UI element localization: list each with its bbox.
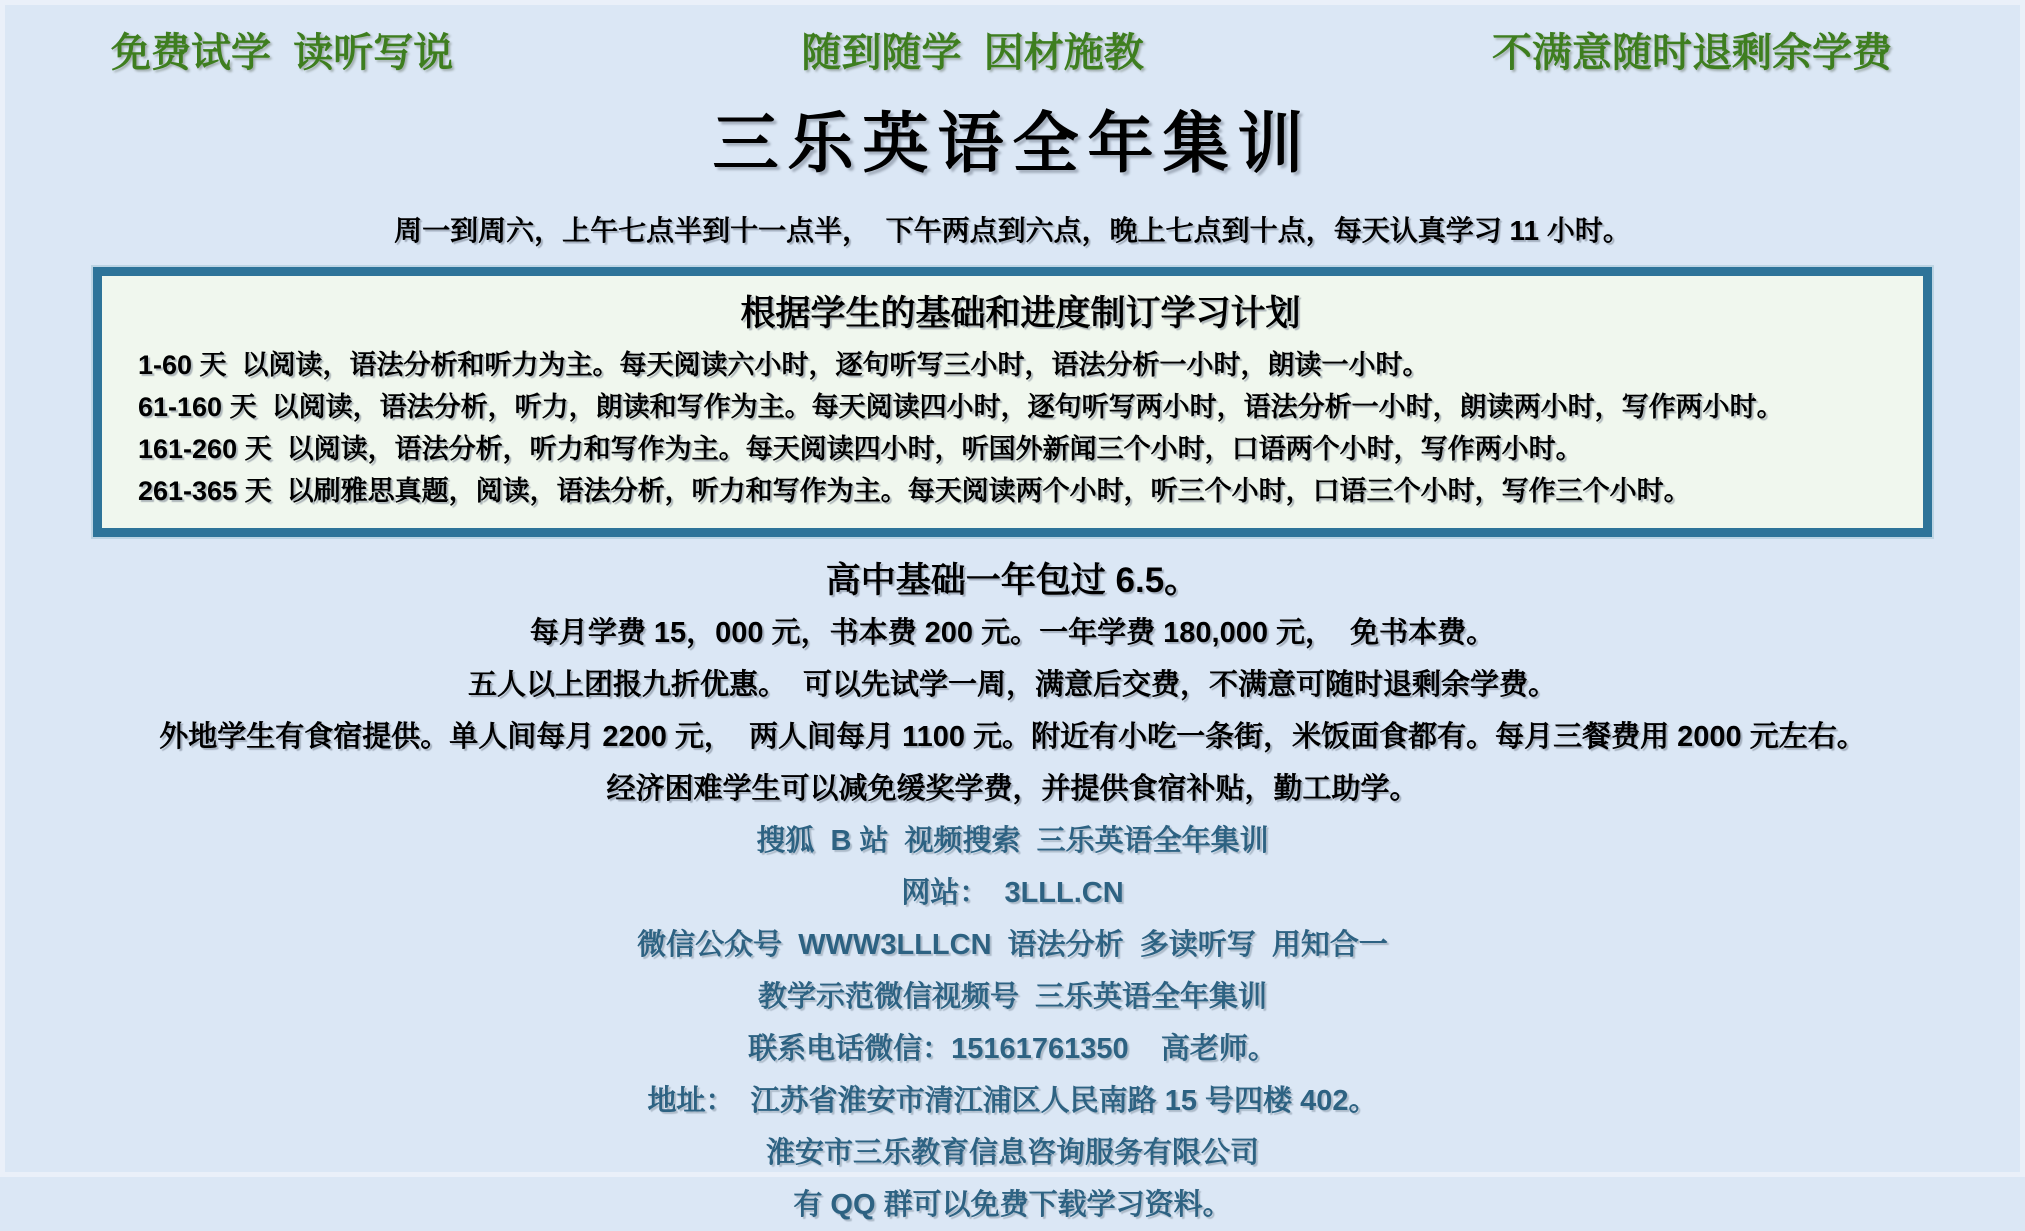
info-line-tuition: 每月学费 15，000 元，书本费 200 元。一年学费 180,000 元， 免书本费。 (529, 617, 1496, 649)
contact-line-qq-group: 有 QQ 群可以免费下载学习资料。 (793, 1189, 1232, 1221)
slogan-right: 不满意随时退剩余学费 (1492, 31, 1892, 75)
info-line-lodging: 外地学生有食宿提供。单人间每月 2200 元， 两人间每月 1100 元。附近有小吃一条街，米饭面食都有。每月三餐费用 2000 元左右。 (159, 721, 1866, 753)
study-plan-box (93, 267, 1932, 537)
plan-item-1: 1-60 天 以阅读，语法分析和听力为主。每天阅读六小时，逐句听写三小时，语法分析一小时，朗读一小时。 (138, 350, 1430, 380)
daily-schedule-line: 周一到周六，上午七点半到十一点半， 下午两点到六点，晚上七点到十点，每天认真学习 11 小时。 (394, 215, 1631, 246)
slogan-row (5, 5, 2020, 78)
info-line-discount: 五人以上团报九折优惠。 可以先试学一周，满意后交费，不满意可随时退剩余学费。 (467, 669, 1558, 701)
plan-item-4: 261-365 天 以刷雅思真题，阅读，语法分析，听力和写作为主。每天阅读两个小时，听三个小时，口语三个小时，写作三个小时。 (138, 476, 1691, 506)
contact-line-company: 淮安市三乐教育信息咨询服务有限公司 (765, 1137, 1259, 1169)
contact-line-wechat-official: 微信公众号 WWW3LLLCN 语法分析 多读听写 用知合一 (637, 929, 1388, 961)
contact-line-phone: 联系电话微信：15161761350 高老师。 (748, 1033, 1277, 1065)
contact-line-video-search: 搜狐 B 站 视频搜索 三乐英语全年集训 (756, 825, 1269, 857)
promise-line: 高中基础一年包过 6.5。 (825, 561, 1200, 600)
plan-item-3: 161-260 天 以阅读，语法分析，听力和写作为主。每天阅读四小时，听国外新闻三个小时，口语两个小时，写作两小时。 (138, 434, 1583, 464)
contact-line-address: 地址： 江苏省淮安市清江浦区人民南路 15 号四楼 402。 (647, 1085, 1378, 1117)
plan-item-2: 61-160 天 以阅读，语法分析，听力，朗读和写作为主。每天阅读四小时，逐句听写两小时，语法分析一小时，朗读两小时，写作两小时。 (138, 392, 1784, 422)
contact-line-website: 网站： 3LLL.CN (901, 877, 1124, 909)
slogan-center: 随到随学 因材施教 (801, 31, 1144, 75)
contact-block (5, 815, 2020, 1231)
contact-line-wechat-video: 教学示范微信视频号 三乐英语全年集训 (757, 981, 1268, 1013)
slogan-left: 免费试学 读听写说 (111, 31, 454, 75)
plan-box-heading: 根据学生的基础和进度制订学习计划 (740, 294, 1301, 333)
info-line-financial-aid: 经济困难学生可以减免缓奖学费，并提供食宿补贴，勤工助学。 (606, 773, 1419, 805)
tuition-info-block (5, 607, 2020, 815)
page-title: 三乐英语全年集训 (712, 106, 1313, 180)
